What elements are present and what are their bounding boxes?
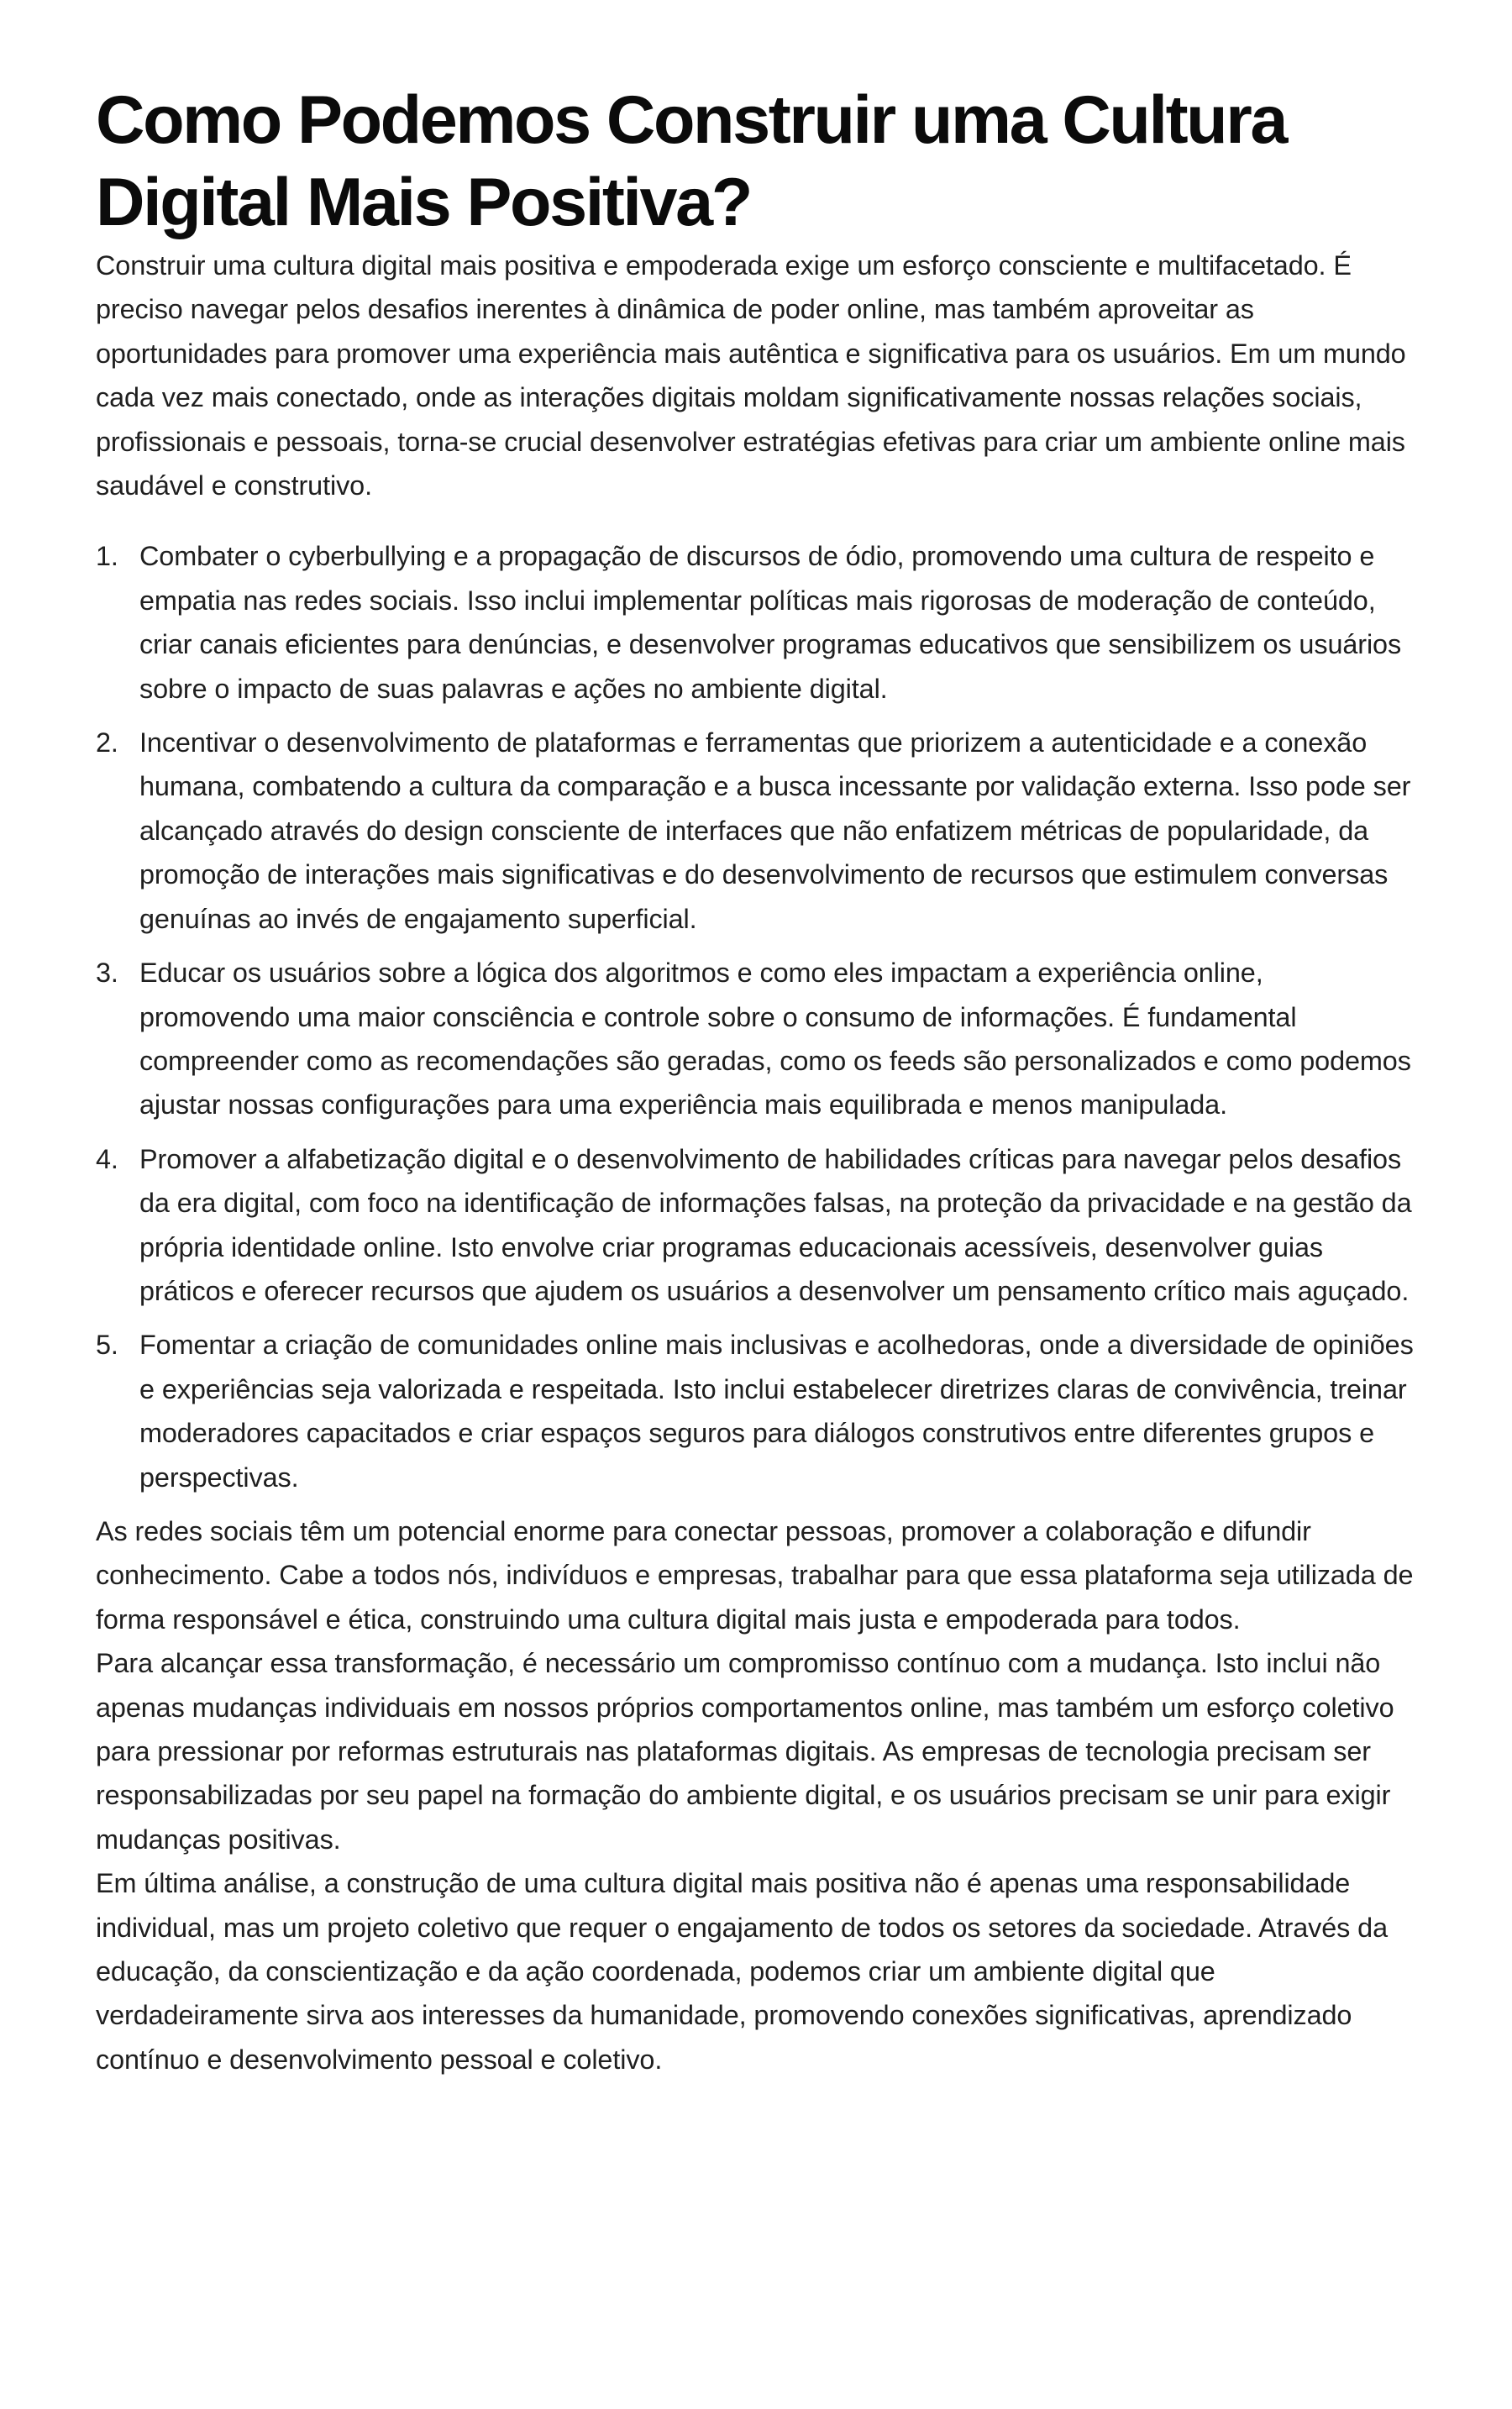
list-item — [96, 534, 1416, 711]
list-item-text: Fomentar a criação de comunidades online mais inclusivas e acolhedoras, onde a diversidade de opiniões e experiências seja valorizada e respeitada. Isto inclui estabelecer diretrizes claras de convivência, treinar moderadores capacitados e criar espaços seguros para diálogos construtivos entre diferentes grupos e perspectivas. — [139, 1330, 1414, 1493]
list-item — [96, 1137, 1416, 1314]
list-item-number: 4. — [96, 1143, 118, 1174]
list-item-text: Incentivar o desenvolvimento de plataformas e ferramentas que priorizem a autenticidade e a conexão humana, combatendo a cultura da comparação e a busca incessante por validação externa. Isso pode ser alcançado através do design consciente de interfaces que não enfatizem métricas de popularidade, da promoção de interações mais significativas e do desenvolvimento de recursos que estimulem conversas genuínas ao invés de engajamento superficial. — [139, 727, 1411, 934]
list-item-number: 2. — [96, 727, 118, 758]
numbered-list — [96, 534, 1416, 1499]
list-item-number: 3. — [96, 958, 118, 989]
closing-paragraph-3: Em última análise, a construção de uma cultura digital mais positiva não é apenas uma responsabilidade individual, mas um projeto coletivo que requer o engajamento de todos os setores da sociedade. Através da educação, da conscientização e da ação coordenada, podemos criar um ambiente digital que verdadeiramente sirva aos interesses da humanidade, promovendo conexões significativas, aprendizado contínuo e desenvolvimento pessoal e coletivo. — [96, 1868, 1389, 2075]
list-item-text: Educar os usuários sobre a lógica dos algoritmos e como eles impactam a experiência online, promovendo uma maior consciência e controle sobre o consumo de informações. É fundamental compreender como as recomendações são geradas, como os feeds são personalizados e como podemos ajustar nossas configurações para uma experiência mais equilibrada e menos manipulada. — [139, 958, 1411, 1121]
list-item-number: 5. — [96, 1330, 118, 1361]
list-item — [96, 951, 1416, 1127]
list-item-number: 1. — [96, 541, 118, 572]
intro-paragraph: Construir uma cultura digital mais positiva e empoderada exige um esforço consciente e multifacetado. É preciso navegar pelos desafios inerentes à dinâmica de poder online, mas também aproveitar as oportunidades para promover uma experiência mais autêntica e significativa para os usuários. Em um mundo cada vez mais conectado, onde as interações digitais moldam significativamente nossas relações sociais, profissionais e pessoais, torna-se crucial desenvolver estratégias efetivas para criar um ambiente online mais saudável e construtivo. — [96, 250, 1406, 501]
list-item-text: Promover a alfabetização digital e o desenvolvimento de habilidades críticas para navegar pelos desafios da era digital, com foco na identificação de informações falsas, na proteção da privacidade e na gestão da própria identidade online. Isto envolve criar programas educacionais acessíveis, desenvolver guias práticos e oferecer recursos que ajudem os usuários a desenvolver um pensamento crítico mais aguçado. — [139, 1143, 1412, 1306]
list-item-text: Combater o cyberbullying e a propagação de discursos de ódio, promovendo uma cultura de respeito e empatia nas redes sociais. Isso inclui implementar políticas mais rigorosas de moderação de conteúdo, criar canais eficientes para denúncias, e desenvolver programas educativos que sensibilizem os usuários sobre o impacto de suas palavras e ações no ambiente digital. — [139, 541, 1402, 704]
page-title: Como Podemos Construir uma Cultura Digital Mais Positiva? — [96, 82, 1287, 240]
list-item — [96, 1323, 1416, 1499]
closing-paragraph-2: Para alcançar essa transformação, é necessário um compromisso contínuo com a mudança. Isto inclui não apenas mudanças individuais em nossos próprios comportamentos online, mas também um esforço coletivo para pressionar por reformas estruturais nas plataformas digitais. As empresas de tecnologia precisam ser responsabilizadas por seu papel na formação do ambiente digital, e os usuários precisam se unir para exigir mudanças positivas. — [96, 1648, 1394, 1855]
list-item — [96, 721, 1416, 941]
closing-paragraph-1: As redes sociais têm um potencial enorme para conectar pessoas, promover a colaboração e difundir conhecimento. Cabe a todos nós, indivíduos e empresas, trabalhar para que essa plataforma seja utilizada de forma responsável e ética, construindo uma cultura digital mais justa e empoderada para todos. — [96, 1515, 1414, 1635]
